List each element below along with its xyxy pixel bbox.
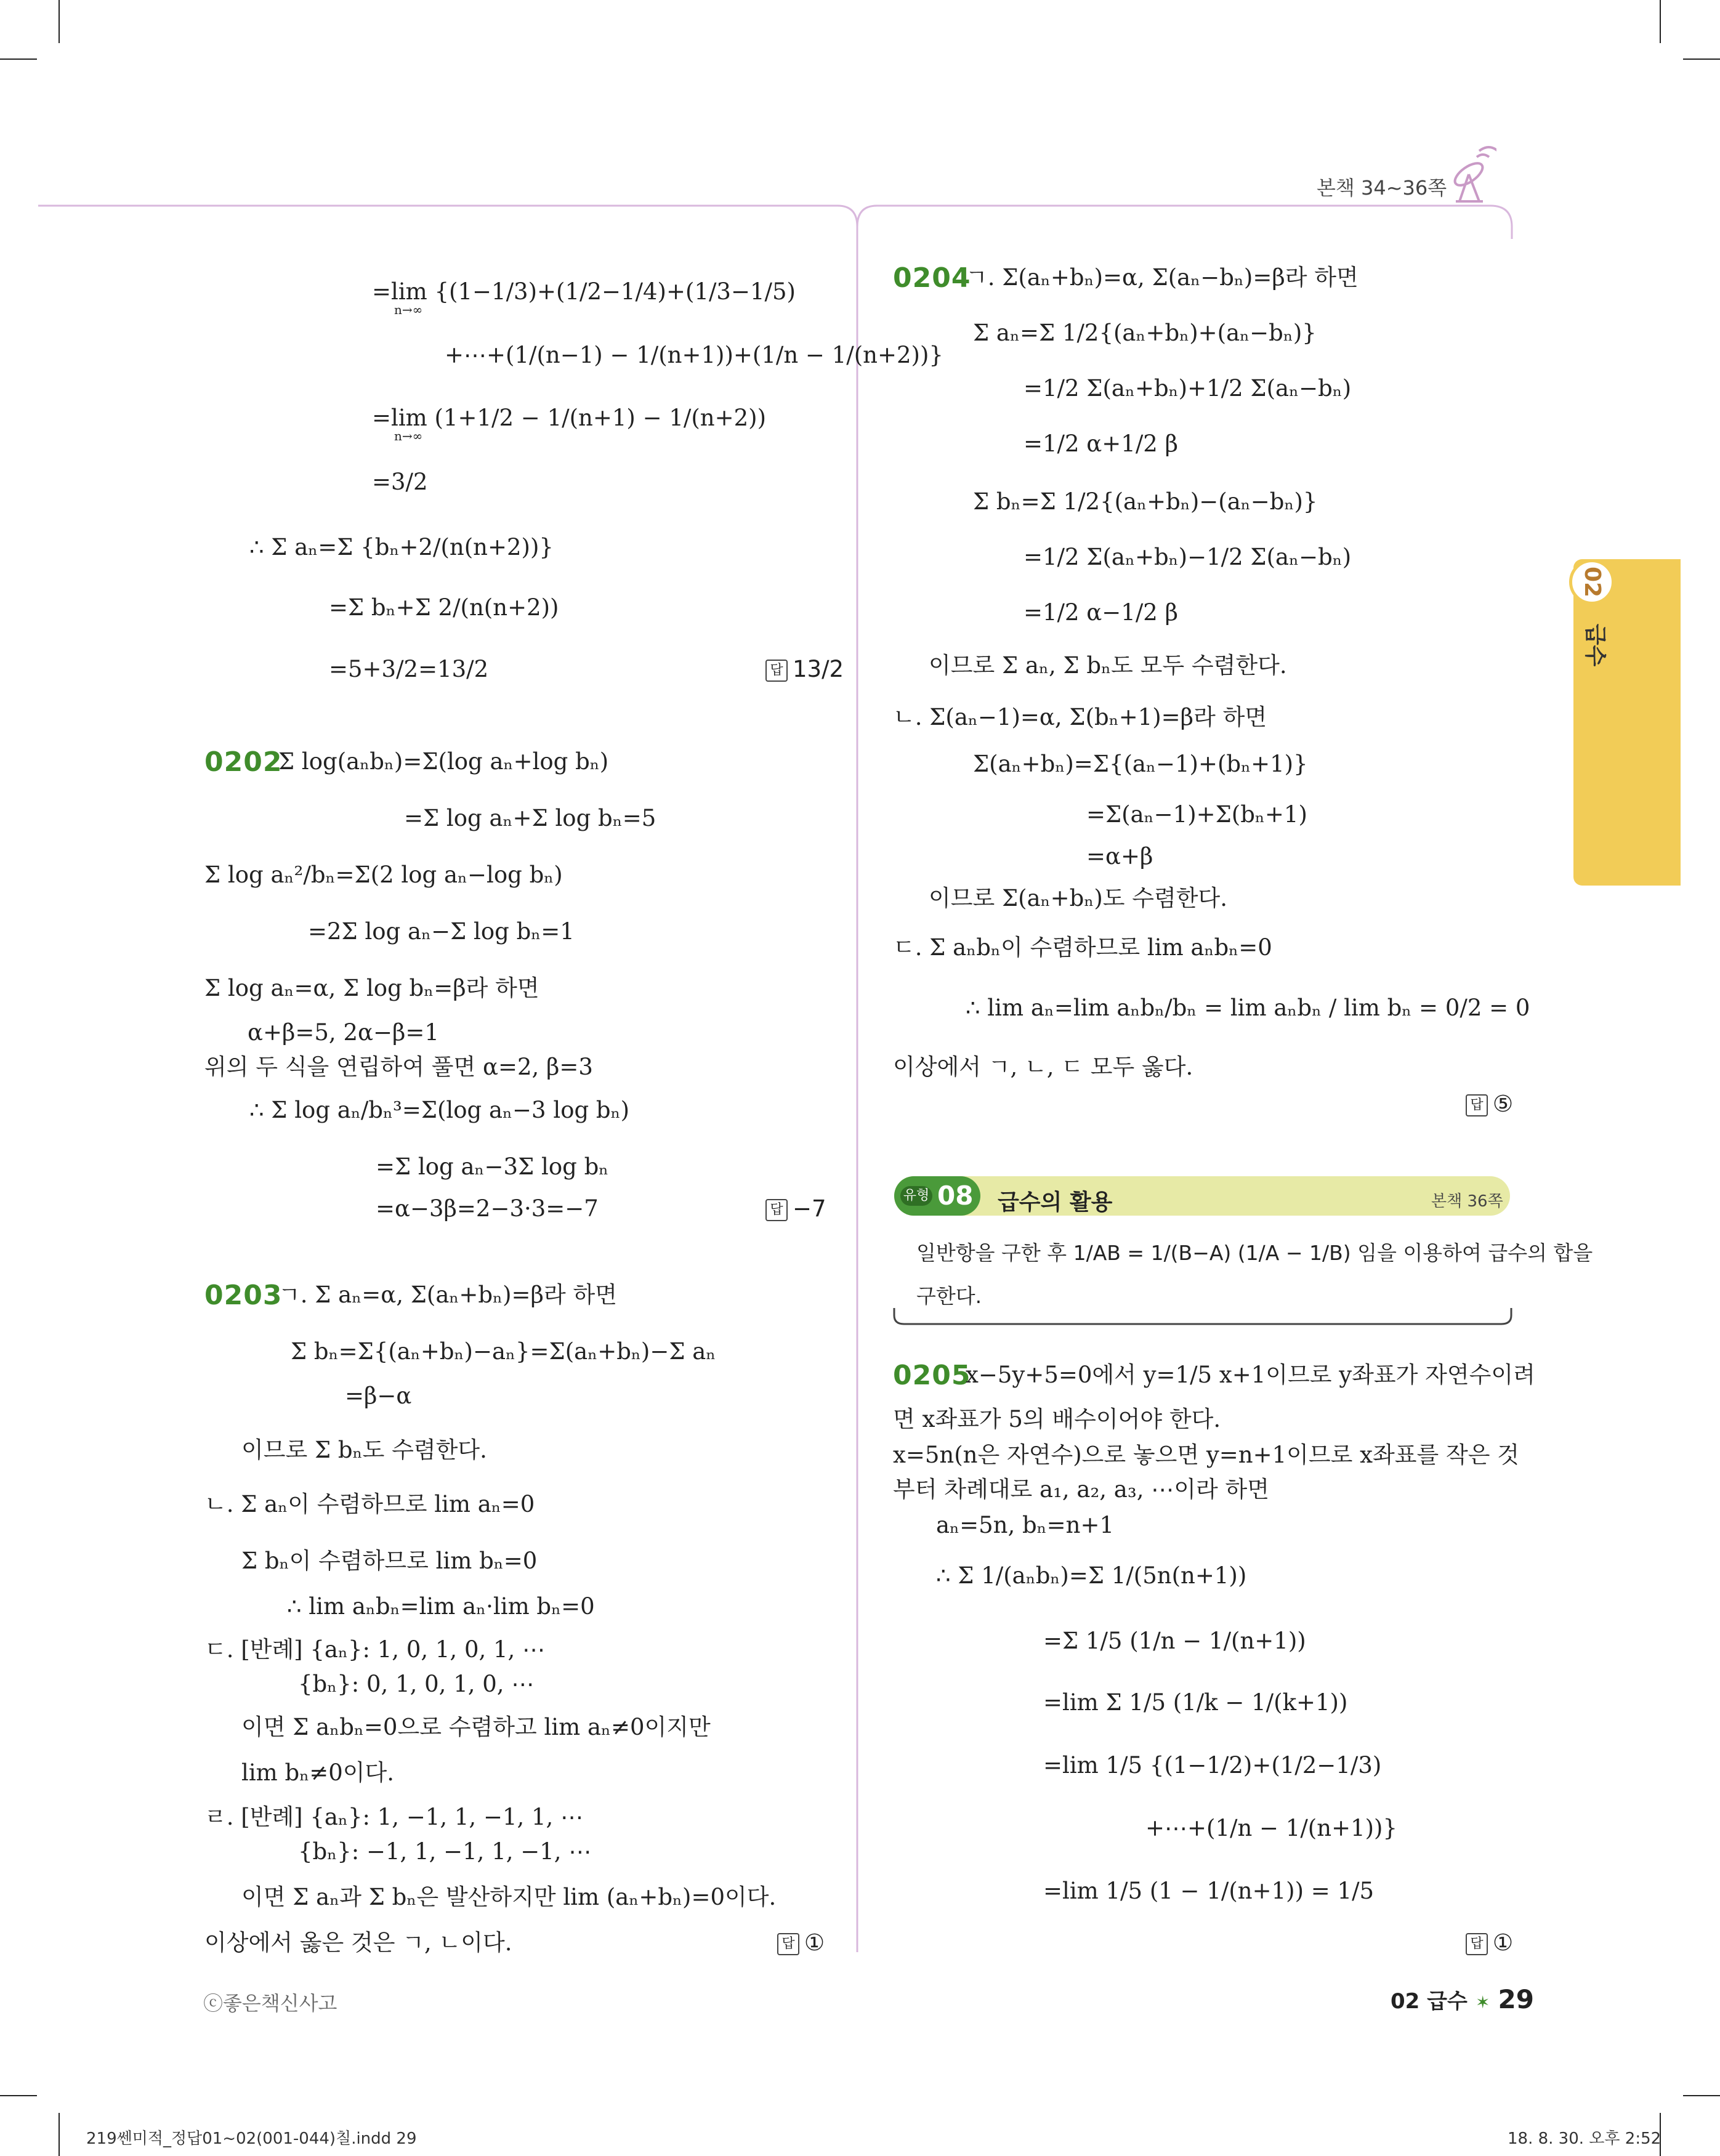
p0203-line10-text: 이면 Σ aₙbₙ=0으로 수렴하고 lim aₙ≠0이지만 xyxy=(241,1714,711,1740)
file-info-text: 219쎈미적_정답01~02(001-044)칠.indd 29 xyxy=(86,2130,417,2148)
p0205-answer-text: ① xyxy=(1493,1929,1514,1956)
p0203-line3 xyxy=(345,1384,411,1407)
p0201-line7-text: =5+3/2=13/2 xyxy=(329,656,489,682)
p0204-line3-text: =1/2 Σ(aₙ+bₙ)+1/2 Σ(aₙ−bₙ) xyxy=(1024,375,1352,402)
p0204-line13 xyxy=(929,887,1227,910)
p0205-line4 xyxy=(893,1478,1269,1501)
p0202-line10-text: =α−3β=2−3·3=−7 xyxy=(376,1195,599,1222)
p0203-number xyxy=(204,1280,282,1311)
chapter-tab-label-text: 급수 xyxy=(1582,623,1608,667)
p0204-number-text: 0204 xyxy=(893,262,971,294)
p0205-line10 xyxy=(1145,1817,1397,1839)
chapter-tab-num-text: 02 xyxy=(1579,566,1605,598)
p0203-line13-text: {bₙ}: −1, 1, −1, 1, −1, ⋯ xyxy=(298,1838,592,1865)
p0205-line10-text: +⋯+(1/n − 1/(n+1))} xyxy=(1145,1815,1398,1841)
p0202-line3 xyxy=(204,863,563,886)
p0203-line9-text: {bₙ}: 0, 1, 0, 1, 0, ⋯ xyxy=(298,1671,535,1697)
p0202-line9-text: =Σ log aₙ−3Σ log bₙ xyxy=(376,1153,609,1180)
p0202-line5 xyxy=(204,977,539,999)
p0202-line1-text: Σ log(aₙbₙ)=Σ(log aₙ+log bₙ) xyxy=(278,748,609,775)
p0201-line1-text: =lim {(1−1/3)+(1/2−1/4)+(1/3−1/5) xyxy=(372,278,796,305)
p0202-answer xyxy=(765,1197,826,1221)
p0204-line16 xyxy=(893,1056,1193,1078)
p0204-line12 xyxy=(1086,845,1153,868)
p0201-line3-sub xyxy=(394,430,422,442)
p0203-line8 xyxy=(204,1638,545,1661)
p0202-number-text: 0202 xyxy=(204,746,283,778)
p0202-line1 xyxy=(278,750,608,773)
p0201-line2 xyxy=(445,344,943,366)
p0204-line8 xyxy=(929,654,1287,677)
type08-ref xyxy=(1431,1189,1503,1211)
p0204-answer-text: ⑤ xyxy=(1493,1091,1514,1117)
chapter-tab xyxy=(1573,559,1681,886)
type08-badge xyxy=(894,1176,980,1216)
p0204-line5 xyxy=(973,490,1317,513)
p0204-number xyxy=(893,262,971,294)
print-stamp-text: 18. 8. 30. 오후 2:52 xyxy=(1508,2130,1661,2148)
p0201-line6-text: =Σ bₙ+Σ 2/(n(n+2)) xyxy=(329,594,559,621)
p0201-line4 xyxy=(372,470,428,493)
p0201-answer-text: 13/2 xyxy=(793,656,844,682)
p0203-line6 xyxy=(241,1549,537,1572)
p0204-line15-text: ∴ lim aₙ=lim aₙbₙ/bₙ = lim aₙbₙ / lim bₙ = 0/2 = 0 xyxy=(966,995,1530,1021)
p0203-line2 xyxy=(291,1340,716,1363)
p0201-line7 xyxy=(329,658,488,680)
p0203-line3-text: =β−α xyxy=(345,1383,412,1409)
answer-icon: 답 xyxy=(777,1933,799,1955)
p0205-line6-text: ∴ Σ 1/(aₙbₙ)=Σ 1/(5n(n+1)) xyxy=(936,1562,1247,1589)
p0203-line8-text: ㄷ. [반례] {aₙ}: 1, 0, 1, 0, 1, ⋯ xyxy=(204,1636,546,1663)
p0205-line5 xyxy=(936,1514,1114,1536)
p0201-answer xyxy=(765,658,844,682)
p0203-line7-text: ∴ lim aₙbₙ=lim aₙ·lim bₙ=0 xyxy=(287,1593,595,1620)
type08-bracket xyxy=(892,1306,1514,1330)
type08-tip-line2 xyxy=(916,1286,982,1306)
p0203-line12-text: ㄹ. [반례] {aₙ}: 1, −1, 1, −1, 1, ⋯ xyxy=(204,1804,584,1830)
p0205-line1 xyxy=(966,1363,1535,1386)
p0204-line16-text: 이상에서 ㄱ, ㄴ, ㄷ 모두 옳다. xyxy=(893,1054,1193,1080)
p0202-number xyxy=(204,746,282,778)
p0201-line4-text: =3/2 xyxy=(372,469,428,495)
p0204-line14-text: ㄷ. Σ aₙbₙ이 수렴하므로 lim aₙbₙ=0 xyxy=(893,934,1272,961)
p0202-line4 xyxy=(308,920,575,943)
p0203-line6-text: Σ bₙ이 수렴하므로 lim bₙ=0 xyxy=(241,1548,538,1574)
p0204-line12-text: =α+β xyxy=(1086,843,1153,870)
p0201-line3 xyxy=(372,406,766,429)
p0202-line10 xyxy=(376,1197,599,1220)
p0202-answer-text: −7 xyxy=(793,1195,826,1222)
p0201-line6 xyxy=(329,596,559,619)
type08-tip-line1 xyxy=(916,1243,1593,1263)
p0204-line11-text: =Σ(aₙ−1)+Σ(bₙ+1) xyxy=(1086,801,1307,828)
p0201-line1-sub xyxy=(394,304,422,316)
p0204-line8-text: 이므로 Σ aₙ, Σ bₙ도 모두 수렴한다. xyxy=(929,652,1287,679)
p0203-line15-text: 이상에서 옳은 것은 ㄱ, ㄴ이다. xyxy=(204,1929,512,1956)
p0205-number-text: 0205 xyxy=(893,1360,971,1391)
p0203-line5 xyxy=(204,1493,535,1516)
p0204-line10-text: Σ(aₙ+bₙ)=Σ{(aₙ−1)+(bₙ+1)} xyxy=(973,751,1308,777)
answer-icon: 답 xyxy=(1466,1933,1488,1955)
chapter-tab-label xyxy=(1575,623,1618,667)
p0201-line5-text: ∴ Σ aₙ=Σ {bₙ+2/(n(n+2))} xyxy=(249,534,554,560)
p0205-line2-text: 면 x좌표가 5의 배수이어야 한다. xyxy=(893,1406,1221,1432)
p0202-line8 xyxy=(249,1099,629,1121)
p0203-line12 xyxy=(204,1806,583,1828)
p0202-line9 xyxy=(376,1155,608,1178)
p0205-line9-text: =lim 1/5 {(1−1/2)+(1/2−1/3) xyxy=(1043,1752,1382,1778)
p0205-number xyxy=(893,1360,971,1391)
p0201-line3-sub-text: n→∞ xyxy=(394,429,423,443)
answer-icon: 답 xyxy=(765,660,788,682)
p0205-line3-text: x=5n(n은 자연수)으로 놓으면 y=n+1이므로 x좌표를 작은 것 xyxy=(893,1442,1520,1468)
p0203-line11 xyxy=(241,1761,394,1784)
type08-badge-num: 08 xyxy=(937,1181,974,1211)
p0203-line5-text: ㄴ. Σ aₙ이 수렴하므로 lim aₙ=0 xyxy=(204,1491,535,1517)
p0204-line2 xyxy=(973,321,1317,344)
p0203-line7 xyxy=(287,1595,595,1618)
type08-tip-line2-text: 구한다. xyxy=(916,1284,982,1308)
p0205-answer xyxy=(1466,1931,1513,1955)
p0202-line8-text: ∴ Σ log aₙ/bₙ³=Σ(log aₙ−3 log bₙ) xyxy=(249,1097,630,1123)
p0204-line6 xyxy=(1024,546,1351,568)
answer-icon: 답 xyxy=(765,1199,788,1221)
p0203-line14 xyxy=(241,1886,776,1908)
p0202-line5-text: Σ log aₙ=α, Σ log bₙ=β라 하면 xyxy=(204,975,539,1001)
p0205-line5-text: aₙ=5n, bₙ=n+1 xyxy=(936,1512,1115,1538)
p0204-line14 xyxy=(893,936,1272,959)
p0204-line5-text: Σ bₙ=Σ 1/2{(aₙ+bₙ)−(aₙ−bₙ)} xyxy=(973,488,1318,515)
p0205-line11 xyxy=(1043,1879,1374,1902)
type08-tip-line1-text: 일반항을 구한 후 1/AB = 1/(B−A) (1/A − 1/B) 임을 이용하여 급수의 합을 xyxy=(916,1241,1593,1265)
p0205-line8 xyxy=(1043,1691,1347,1714)
page-footer xyxy=(1391,1984,1534,2014)
p0203-line10 xyxy=(241,1716,711,1738)
p0201-line3-text: =lim (1+1/2 − 1/(n+1) − 1/(n+2)) xyxy=(372,405,767,431)
type08-header xyxy=(894,1176,1510,1216)
p0204-line4-text: =1/2 α+1/2 β xyxy=(1024,430,1178,457)
p0201-line5 xyxy=(249,536,554,559)
p0203-line11-text: lim bₙ≠0이다. xyxy=(241,1759,394,1786)
p0201-line1-sub-text: n→∞ xyxy=(394,302,423,317)
p0205-line9 xyxy=(1043,1754,1381,1777)
p0204-line4 xyxy=(1024,432,1178,455)
p0203-line1 xyxy=(278,1283,617,1306)
p0202-line3-text: Σ log aₙ²/bₙ=Σ(2 log aₙ−log bₙ) xyxy=(204,862,563,888)
p0203-answer xyxy=(777,1931,825,1955)
answer-icon: 답 xyxy=(1466,1094,1488,1116)
p0204-line7 xyxy=(1024,601,1178,624)
page-footer-label: 02 급수 xyxy=(1391,1989,1468,2014)
p0203-line15 xyxy=(204,1931,512,1954)
p0203-line2-text: Σ bₙ=Σ{(aₙ+bₙ)−aₙ}=Σ(aₙ+bₙ)−Σ aₙ xyxy=(291,1338,716,1365)
type08-ref-text: 본책 36쪽 xyxy=(1431,1192,1503,1211)
chapter-tab-num xyxy=(1569,559,1615,605)
p0203-line4-text: 이므로 Σ bₙ도 수렴한다. xyxy=(241,1437,487,1463)
p0204-line7-text: =1/2 α−1/2 β xyxy=(1024,599,1178,626)
p0204-line10 xyxy=(973,753,1308,775)
p0204-line11 xyxy=(1086,803,1307,826)
p0205-line8-text: =lim Σ 1/5 (1/k − 1/(k+1)) xyxy=(1043,1689,1348,1716)
p0203-answer-text: ① xyxy=(804,1929,825,1956)
p0204-line2-text: Σ aₙ=Σ 1/2{(aₙ+bₙ)+(aₙ−bₙ)} xyxy=(973,320,1317,346)
p0201-line1 xyxy=(372,280,796,303)
type08-title-text: 급수의 활용 xyxy=(998,1190,1113,1215)
p0203-number-text: 0203 xyxy=(204,1280,283,1311)
p0203-line9 xyxy=(298,1673,534,1695)
p0204-line13-text: 이므로 Σ(aₙ+bₙ)도 수렴한다. xyxy=(929,885,1228,911)
file-info xyxy=(86,2126,417,2149)
p0202-line6-text: α+β=5, 2α−β=1 xyxy=(248,1019,439,1046)
p0205-line3 xyxy=(893,1443,1519,1466)
p0205-line11-text: =lim 1/5 (1 − 1/(n+1)) = 1/5 xyxy=(1043,1878,1375,1904)
p0203-line4 xyxy=(241,1439,487,1461)
p0205-line2 xyxy=(893,1408,1221,1431)
p0205-line1-text: x−5y+5=0에서 y=1/5 x+1이므로 y좌표가 자연수이려 xyxy=(966,1362,1535,1388)
p0204-line3 xyxy=(1024,377,1351,400)
p0203-line1-text: ㄱ. Σ aₙ=α, Σ(aₙ+bₙ)=β라 하면 xyxy=(278,1282,617,1308)
header-ref-text: 본책 34~36쪽 xyxy=(1317,176,1447,200)
p0202-line7-text: 위의 두 식을 연립하여 풀면 α=2, β=3 xyxy=(204,1054,593,1080)
page-footer-star-icon: ✶ xyxy=(1475,1992,1490,2013)
p0204-answer xyxy=(1466,1092,1513,1116)
p0205-line4-text: 부터 차례대로 a₁, a₂, a₃, ⋯이라 하면 xyxy=(893,1476,1269,1503)
type08-title xyxy=(998,1185,1112,1216)
p0205-line7-text: =Σ 1/5 (1/n − 1/(n+1)) xyxy=(1043,1628,1306,1654)
page-footer-number: 29 xyxy=(1498,1984,1534,2014)
p0205-line7 xyxy=(1043,1629,1306,1652)
p0204-line9 xyxy=(893,706,1267,729)
publisher-text: ⓒ좋은책신사고 xyxy=(203,1992,337,2015)
p0203-line13 xyxy=(298,1840,591,1863)
p0204-line1-text: ㄱ. Σ(aₙ+bₙ)=α, Σ(aₙ−bₙ)=β라 하면 xyxy=(966,264,1359,291)
type08-badge-label: 유형 xyxy=(900,1186,932,1206)
print-stamp xyxy=(1508,2126,1661,2149)
p0204-line1 xyxy=(966,266,1359,289)
p0205-line6 xyxy=(936,1564,1246,1587)
p0201-line2-text: +⋯+(1/(n−1) − 1/(n+1))+(1/n − 1/(n+2))} xyxy=(445,342,943,368)
p0204-line9-text: ㄴ. Σ(aₙ−1)=α, Σ(bₙ+1)=β라 하면 xyxy=(893,704,1267,730)
p0202-line7 xyxy=(204,1056,593,1078)
p0202-line2 xyxy=(404,807,656,830)
p0202-line2-text: =Σ log aₙ+Σ log bₙ=5 xyxy=(404,805,656,831)
publisher xyxy=(203,1988,337,2016)
p0204-line15 xyxy=(966,996,1530,1019)
p0202-line4-text: =2Σ log aₙ−Σ log bₙ=1 xyxy=(308,918,575,945)
p0204-line6-text: =1/2 Σ(aₙ+bₙ)−1/2 Σ(aₙ−bₙ) xyxy=(1024,544,1352,570)
p0202-line6 xyxy=(248,1021,439,1044)
p0203-line14-text: 이면 Σ aₙ과 Σ bₙ은 발산하지만 lim (aₙ+bₙ)=0이다. xyxy=(241,1884,777,1910)
